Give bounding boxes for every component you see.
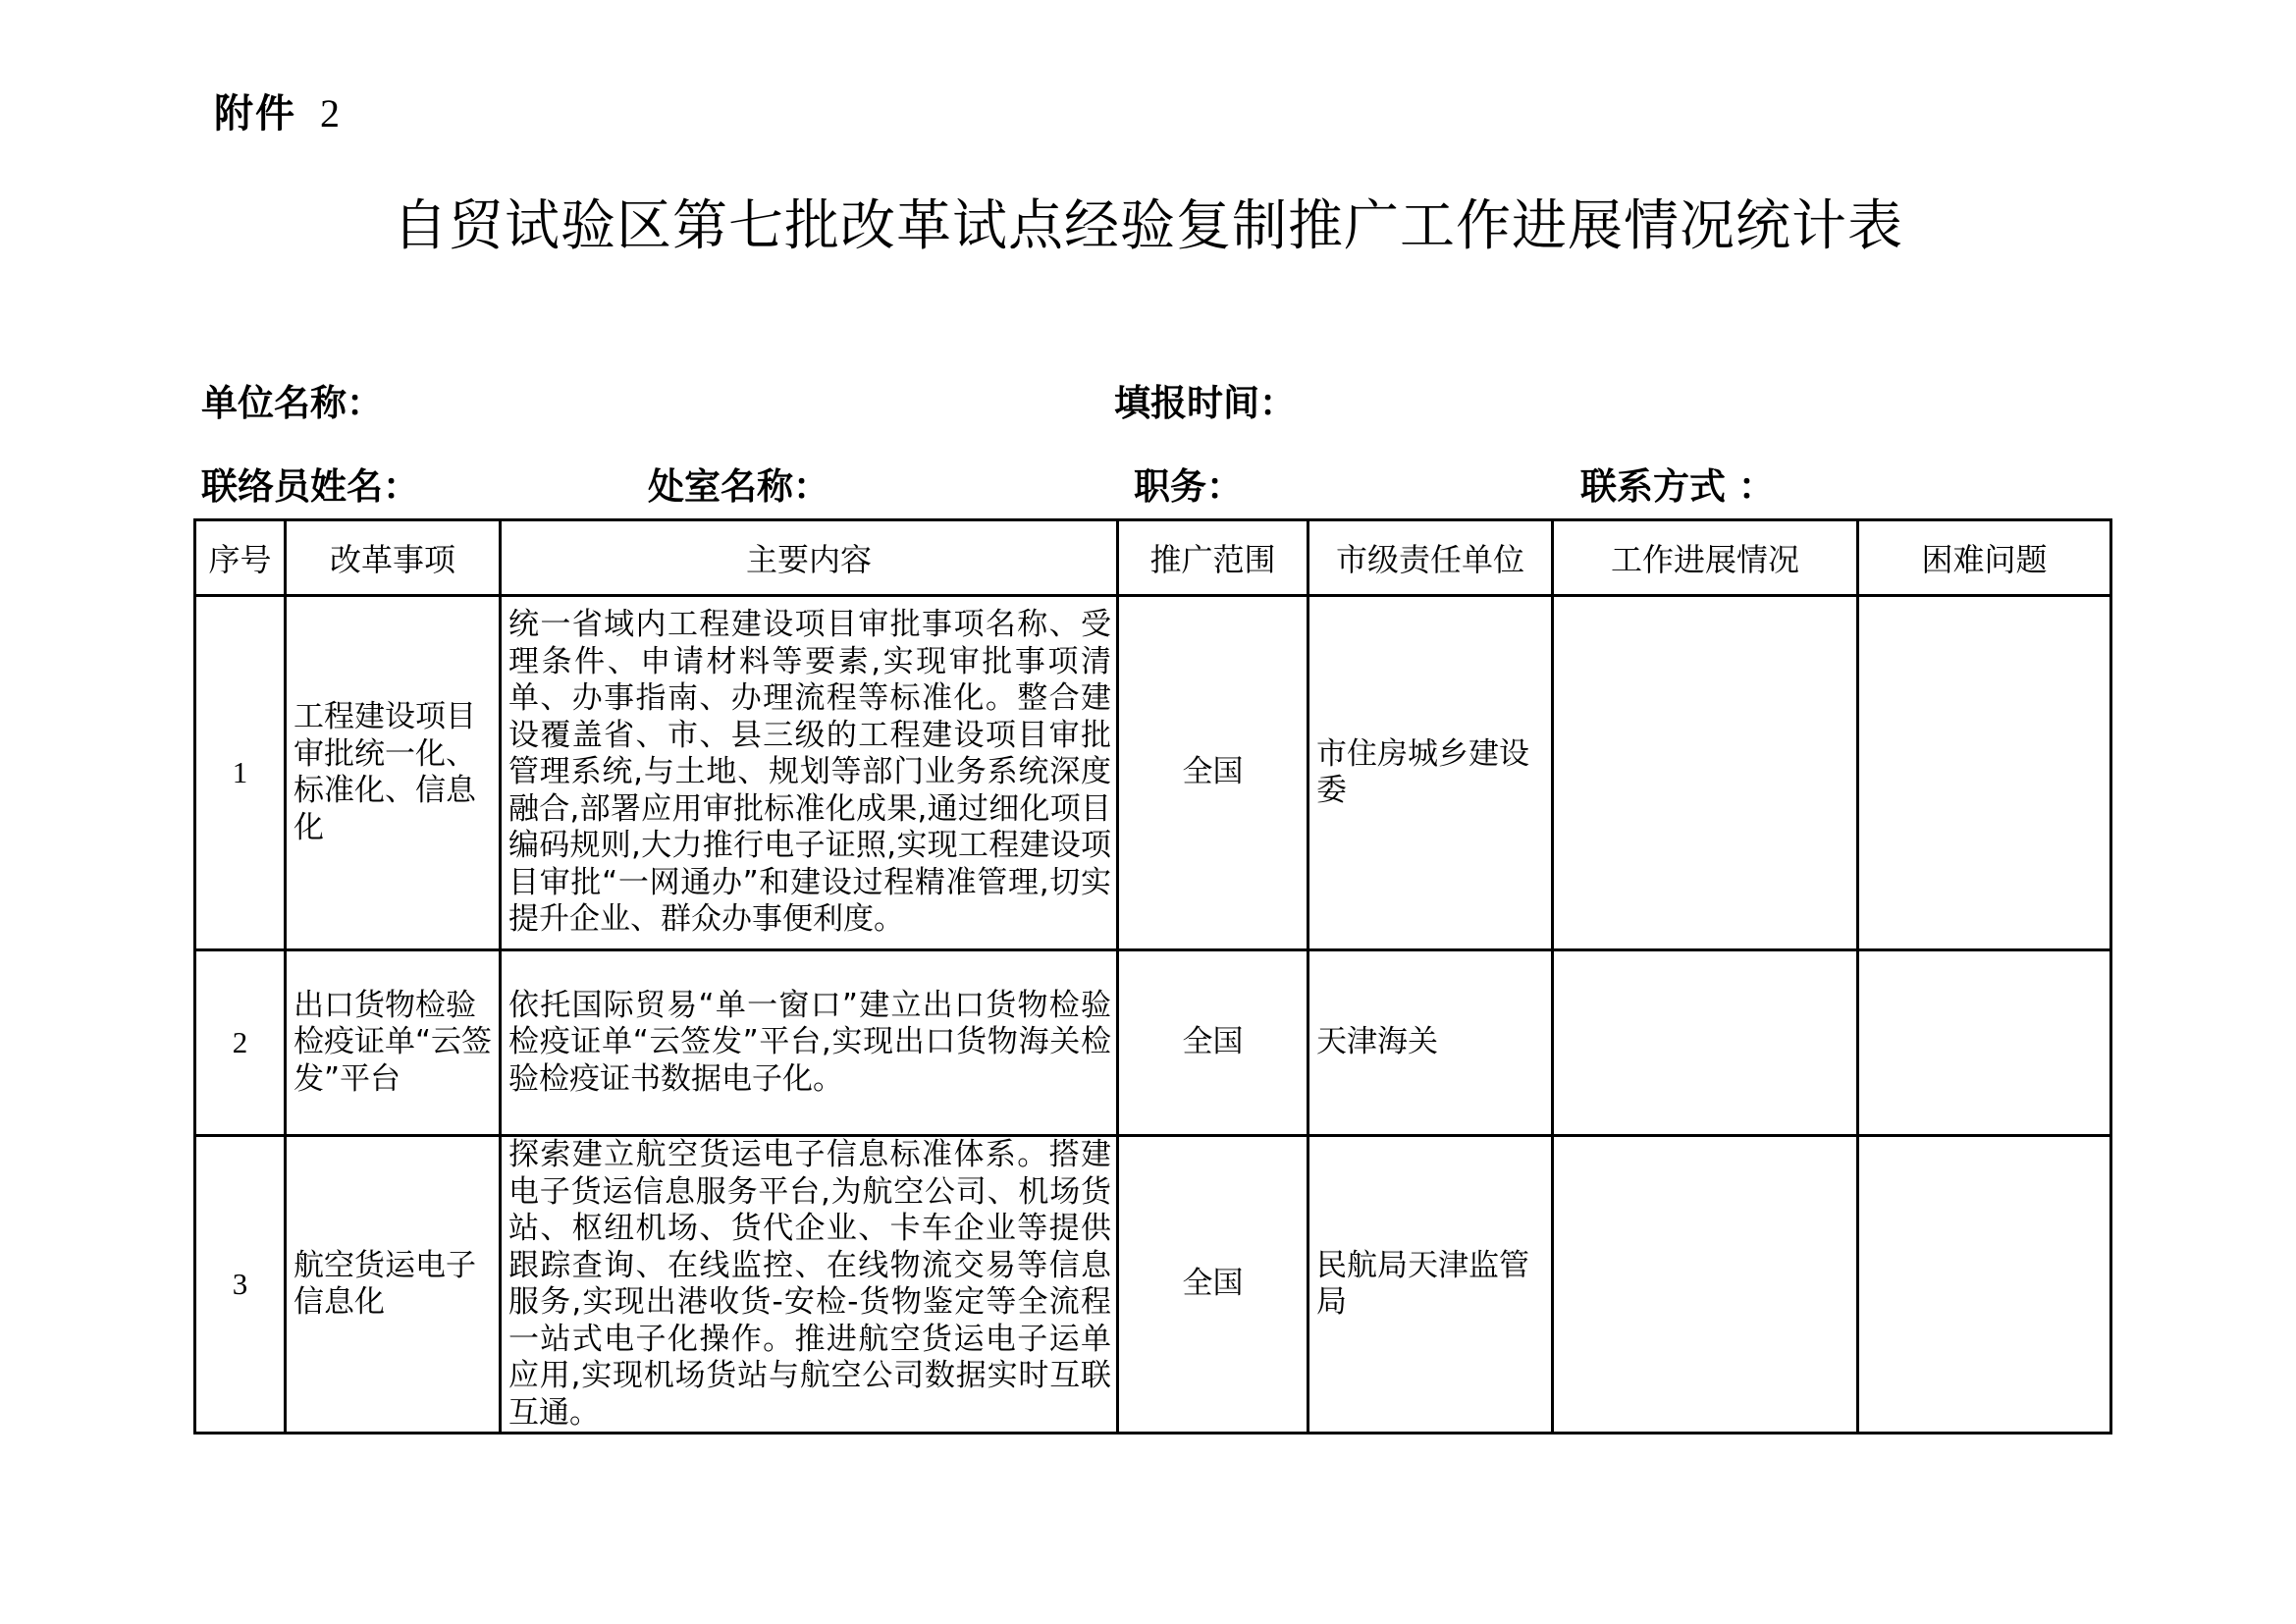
- cell-content: 统一省域内工程建设项目审批事项名称、受理条件、申请材料等要素,实现审批事项清单、办事指南、办理流程等标准化。整合建设覆盖省、市、县三级的工程建设项目审批管理系统,与土地、规划等部门业务系统深度融合,部署应用审批标准化成果,通过细化项目编码规则,大力推行电子证照,实现工程建设项目审批“一网通办”和建设过程精准管理,切实提升企业、群众办事便利度。: [501, 596, 1118, 950]
- cell-item: 工程建设项目审批统一化、标准化、信息化: [286, 596, 501, 950]
- table-header-row: [195, 520, 2111, 596]
- table-row: [195, 1136, 2111, 1434]
- cell-unit: 市住房城乡建设委: [1308, 596, 1553, 950]
- page-title: 自贸试验区第七批改革试点经验复制推广工作进展情况统计表: [393, 194, 1903, 258]
- office-name-field: 处室名称：: [648, 465, 829, 508]
- cell-scope: 全国: [1118, 596, 1308, 950]
- cell-scope: 全国: [1118, 1136, 1308, 1434]
- header-scope: 推广范围: [1118, 520, 1308, 596]
- cell-unit: 民航局天津监管局: [1308, 1136, 1553, 1434]
- header-item: 改革事项: [286, 520, 501, 596]
- cell-progress[interactable]: [1553, 1136, 1858, 1434]
- attachment-word: 附件: [214, 91, 296, 136]
- cell-scope: 全国: [1118, 950, 1308, 1136]
- fill-time-field: 填报时间：: [1114, 382, 1296, 424]
- cell-no: 2: [195, 950, 286, 1136]
- header-issues: 困难问题: [1858, 520, 2111, 596]
- table-row: [195, 950, 2111, 1136]
- cell-progress[interactable]: [1553, 596, 1858, 950]
- cell-issues[interactable]: [1858, 950, 2111, 1136]
- cell-issues[interactable]: [1858, 596, 2111, 950]
- cell-unit: 天津海关: [1308, 950, 1553, 1136]
- attachment-label: [214, 82, 342, 138]
- cell-no: 3: [195, 1136, 286, 1434]
- cell-progress[interactable]: [1553, 950, 1858, 1136]
- cell-issues[interactable]: [1858, 1136, 2111, 1434]
- unit-name-field: 单位名称：: [201, 382, 383, 424]
- progress-table: [193, 518, 2112, 1435]
- liaison-name-field: 联络员姓名：: [201, 465, 419, 508]
- header-content: 主要内容: [501, 520, 1118, 596]
- contact-field: 联系方式 ：: [1580, 465, 1775, 508]
- attachment-number: 2: [320, 91, 342, 135]
- header-progress: 工作进展情况: [1553, 520, 1858, 596]
- cell-item: 航空货运电子信息化: [286, 1136, 501, 1434]
- header-unit: 市级责任单位: [1308, 520, 1553, 596]
- cell-item: 出口货物检验检疫证单“云签发”平台: [286, 950, 501, 1136]
- table-row: [195, 596, 2111, 950]
- cell-no: 1: [195, 596, 286, 950]
- header-no: 序号: [195, 520, 286, 596]
- position-field: 职务：: [1134, 465, 1243, 508]
- cell-content: 依托国际贸易“单一窗口”建立出口货物检验检疫证单“云签发”平台,实现出口货物海关检验检疫证书数据电子化。: [501, 950, 1118, 1136]
- cell-content: 探索建立航空货运电子信息标准体系。搭建电子货运信息服务平台,为航空公司、机场货站、枢纽机场、货代企业、卡车企业等提供跟踪查询、在线监控、在线物流交易等信息服务,实现出港收货-安检-货物鉴定等全流程一站式电子化操作。推进航空货运电子运单应用,实现机场货站与航空公司数据实时互联互通。: [501, 1136, 1118, 1434]
